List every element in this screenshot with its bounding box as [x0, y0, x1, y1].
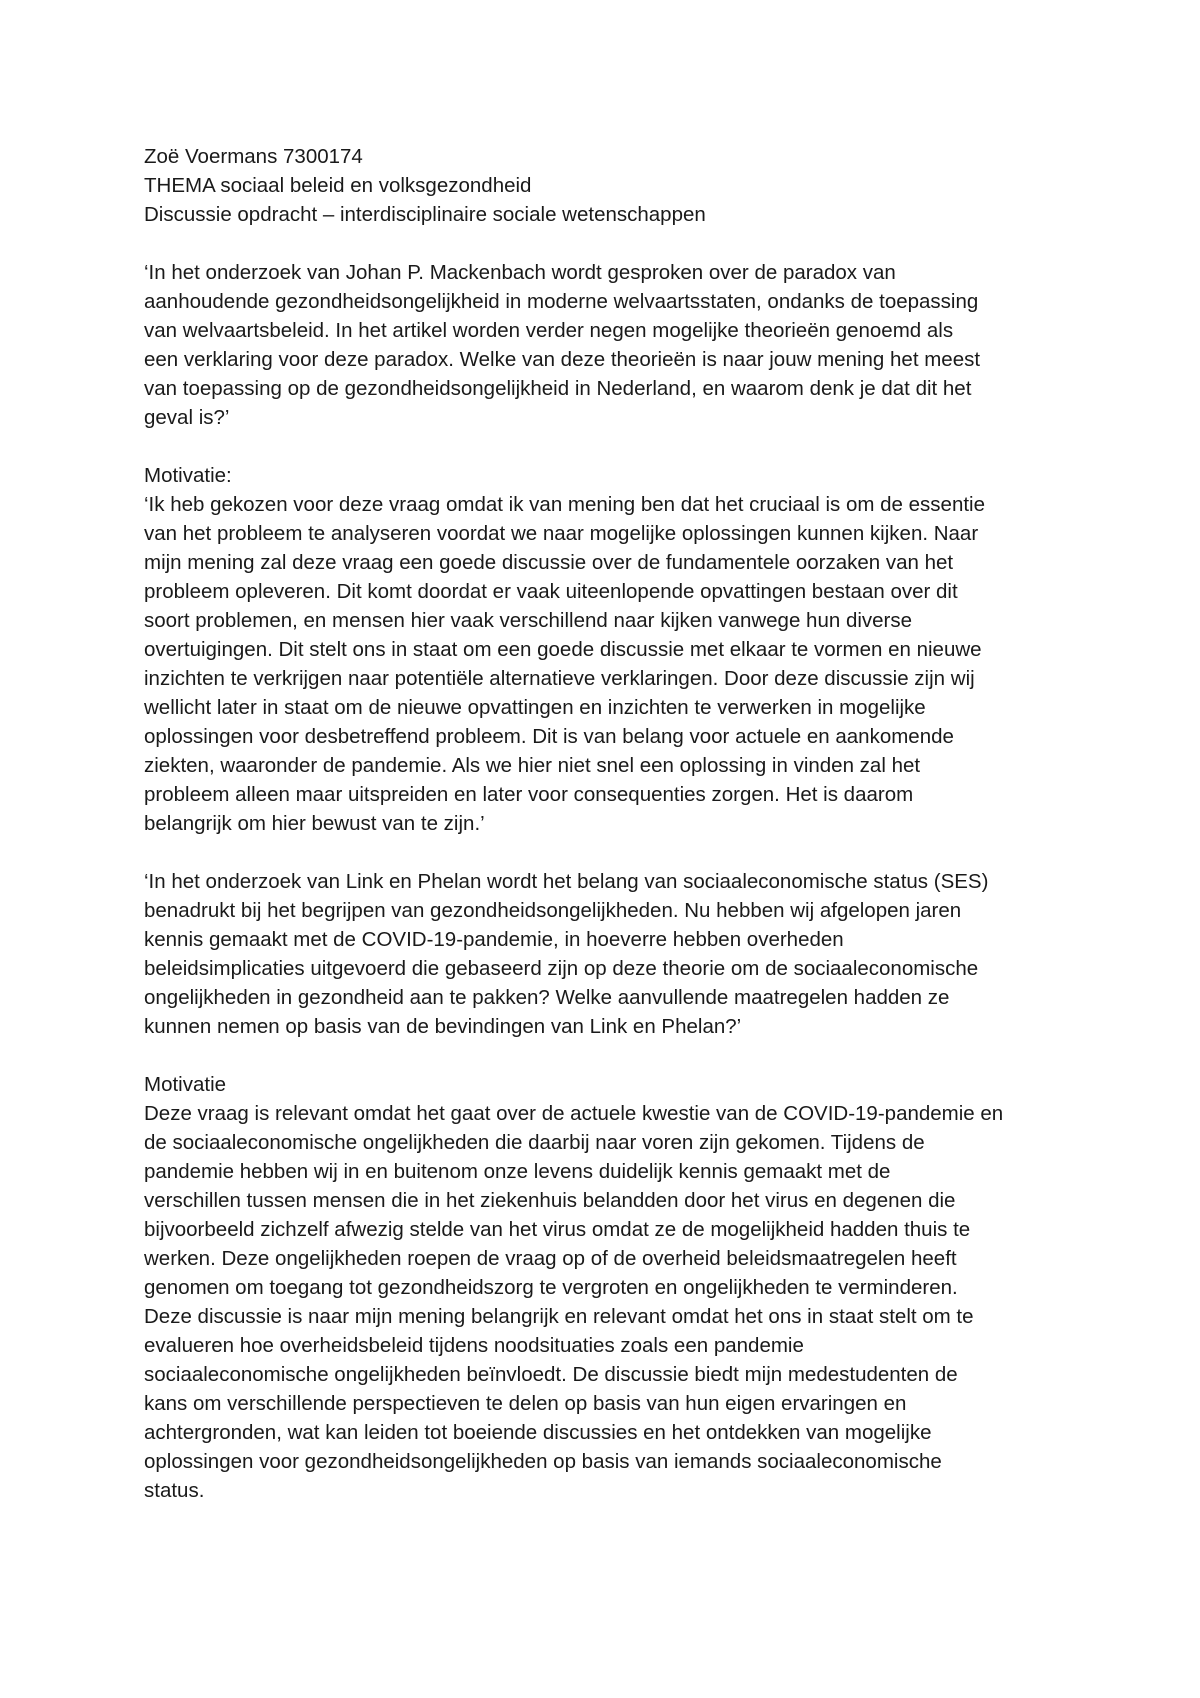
question-2-text: ‘In het onderzoek van Link en Phelan wordt het belang van sociaaleconomische status (SES) benadrukt bij het begrijpen van gezondheidsongelijkheden. Nu hebben wij afgelopen jaren kennis gemaakt met de COVID-19-pandemie, in hoeverre hebben overheden beleidsimplicaties uitgevoerd die gebaseerd zijn op deze theorie om de sociaaleconomische ongelijkheden in gezondheid aan te pakken? Welke aanvullende maatregelen hadden ze kunnen nemen op basis van de bevindingen van Link en Phelan?’ [144, 870, 989, 1038]
motivation-1-text: ‘Ik heb gekozen voor deze vraag omdat ik van mening ben dat het cruciaal is om de essentie van het probleem te analyseren voordat we naar mogelijke oplossingen kunnen kijken. Naar mijn mening zal deze vraag een goede discussie over de fundamentele oorzaken van het probleem opleveren. Dit komt doordat er vaak uiteenlopende opvattingen bestaan over dit soort problemen, en mensen hier vaak verschillend naar kijken vanwege hun diverse overtuigingen. Dit stelt ons in staat om een goede discussie met elkaar te vormen en nieuwe inzichten te verkrijgen naar potentiële alternatieve verklaringen. Door deze discussie zijn wij wellicht later in staat om de nieuwe opvattingen en inzichten te verwerken in mogelijke oplossingen voor desbetreffend probleem. Dit is van belang voor actuele en aankomende ziekten, waaronder de pandemie. Als we hier niet snel een oplossing in vinden zal het probleem alleen maar uitspreiden en later voor consequenties zorgen. Het is daarom belangrijk om hier bewust van te zijn.’ [144, 493, 985, 835]
spacer [144, 229, 1074, 258]
motivation-2-text: Deze vraag is relevant omdat het gaat over de actuele kwestie van de COVID-19-pandemie en de sociaaleconomische ongelijkheden die daarbij naar voren zijn gekomen. Tijdens de pandemie hebben wij in en buitenom onze levens duidelijk kennis gemaakt met de verschillen tussen mensen die in het ziekenhuis belandden door het virus en degenen die bijvoorbeeld zichzelf afwezig stelde van het virus omdat ze de mogelijkheid hadden thuis te werken. Deze ongelijkheden roepen de vraag op of de overheid beleidsmaatregelen heeft genomen om toegang tot gezondheidszorg te vergroten en ongelijkheden te verminderen. Deze discussie is naar mijn mening belangrijk en relevant omdat het ons in staat stelt om te evalueren hoe overheidsbeleid tijdens noodsituaties zoals een pandemie sociaaleconomische ongelijkheden beïnvloedt. De discussie biedt mijn medestudenten de kans om verschillende perspectieven te delen op basis van hun eigen ervaringen en achtergronden, wat kan leiden tot boeiende discussies en het ontdekken van mogelijke oplossingen voor gezondheidsongelijkheden op basis van iemands sociaaleconomische status. [144, 1102, 1004, 1502]
question-1-text: ‘In het onderzoek van Johan P. Mackenbach wordt gesproken over de paradox van aanhoudende gezondheidsongelijkheid in moderne welvaartsstaten, ondanks de toepassing van welvaartsbeleid. In het artikel worden verder negen mogelijke theorieën genoemd als een verklaring voor deze paradox. Welke van deze theorieën is naar jouw mening het meest van toepassing op de gezondheidsongelijkheid in Nederland, en waarom denk je dat dit het geval is?’ [144, 261, 981, 429]
document-body [144, 142, 1074, 1505]
spacer [144, 1041, 1074, 1070]
spacer [144, 432, 1074, 461]
motivation-1-heading: Motivatie: [144, 464, 232, 487]
author-line: Zoë Voermans 7300174 [144, 145, 363, 168]
spacer [144, 838, 1074, 867]
theme-line: THEMA sociaal beleid en volksgezondheid [144, 174, 532, 197]
motivation-2-heading: Motivatie [144, 1073, 227, 1096]
assignment-line: Discussie opdracht – interdisciplinaire sociale wetenschappen [144, 203, 706, 226]
